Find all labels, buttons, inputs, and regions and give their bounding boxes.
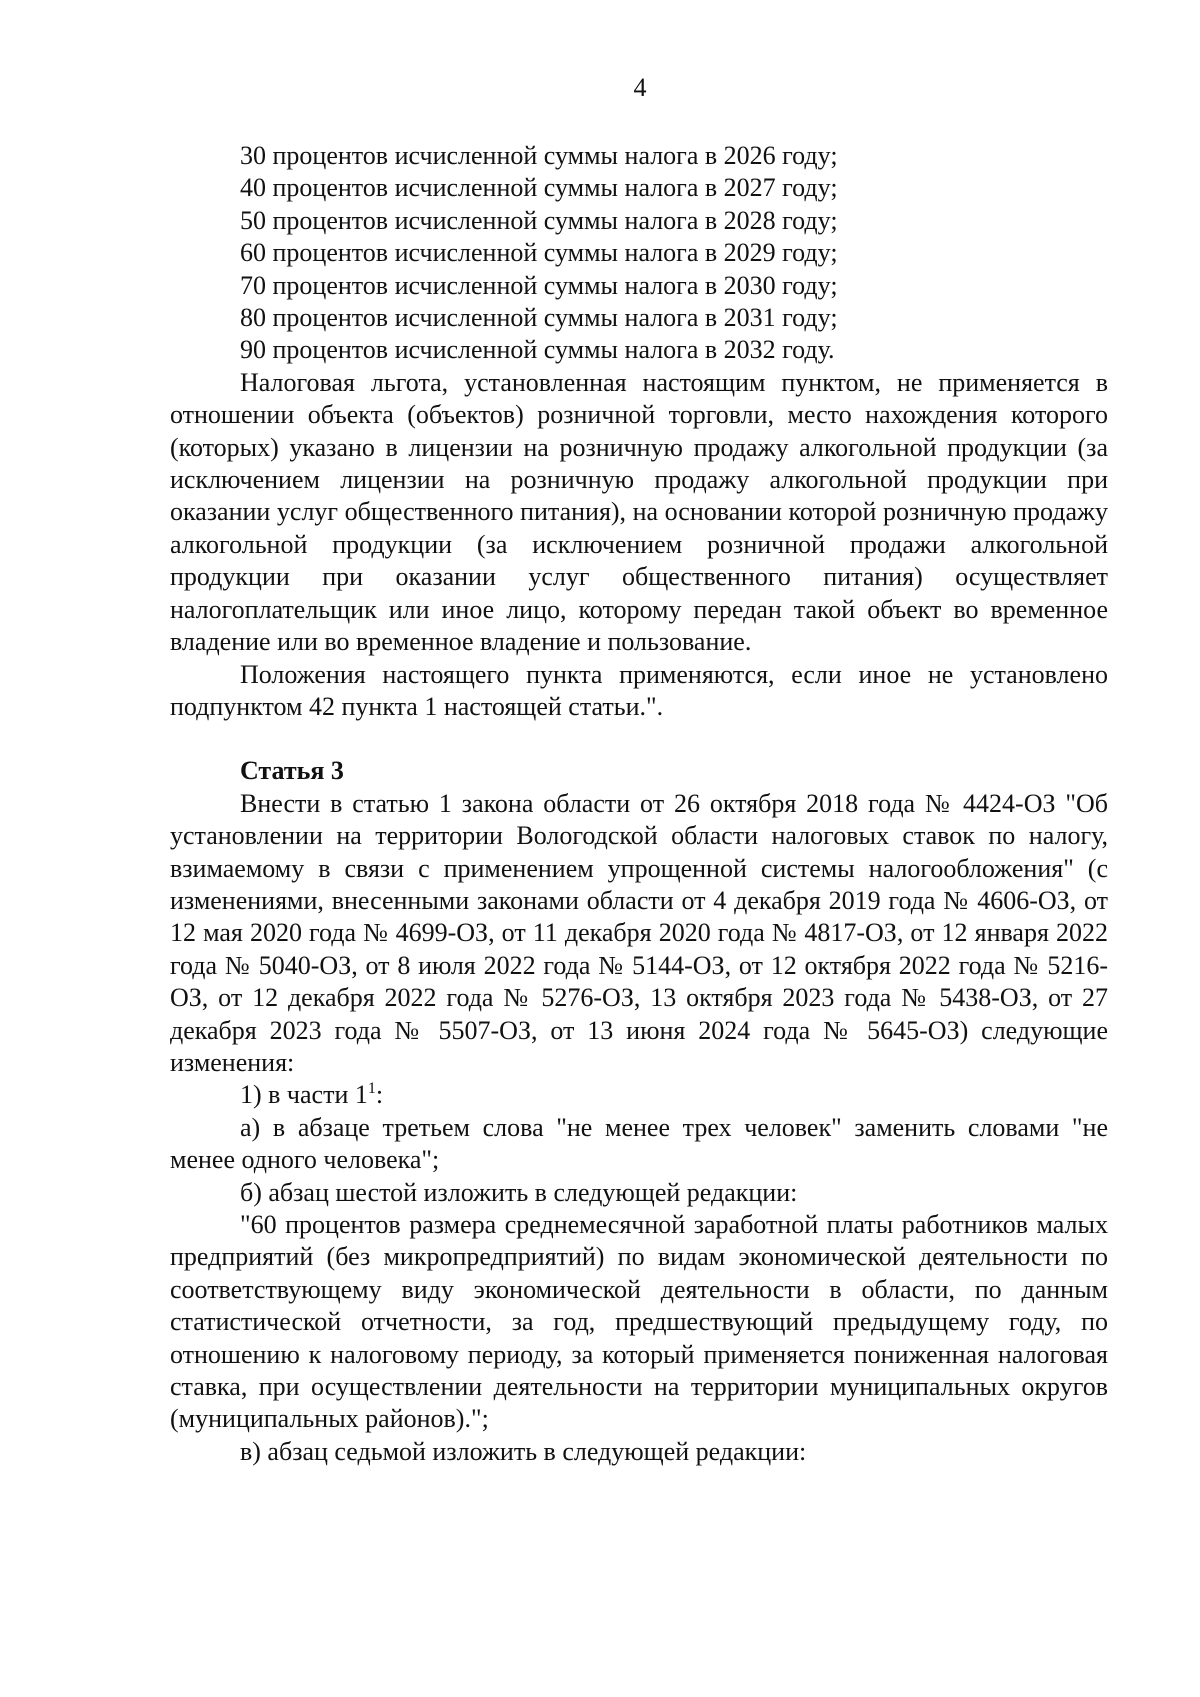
paragraph-tax-benefit: Налоговая льгота, установленная настоящим пунктом, не применяется в отношении объекта (объектов) розничной торговли, место нахождения которого (которых) указано в лицензии на розничную продажу алкогольной продукции (за исключением лицензии на розничную продажу алкогольной продукции при оказании услуг общественного питания), на основании которой розничную продажу алкогольной продукции (за исключением розничной продажи алкогольной продукции при оказании услуг общественного питания) осуществляет налогоплательщик или иное лицо, которому передан такой объект во временное владение или во временное владение и пользование. [170,367,1108,657]
rate-list-item-2028: 50 процентов исчисленной суммы налога в 2028 году; [240,205,838,235]
document-body [170,140,1108,1468]
item-1 [170,1079,1108,1111]
rate-list-item-2027: 40 процентов исчисленной суммы налога в 2027 году; [240,173,838,203]
article-heading: Статья 3 [240,756,344,786]
item-v: в) абзац седьмой изложить в следующей редакции: [240,1436,807,1466]
rate-list-item-2031: 80 процентов исчисленной суммы налога в 2031 году; [240,303,838,333]
item-a: а) в абзаце третьем слова "не менее трех человек" заменить словами "не менее одного человека"; [170,1112,1108,1175]
rate-list-item-2029: 60 процентов исчисленной суммы налога в 2029 году; [240,238,838,268]
page-number: 4 [633,73,647,102]
item-1-suffix: : [375,1080,384,1110]
item-b: б) абзац шестой изложить в следующей редакции: [240,1177,798,1207]
section-spacer [170,723,1108,755]
paragraph-article-intro: Внести в статью 1 закона области от 26 октября 2018 года № 4424-ОЗ "Об установлении на территории Вологодской области налоговых ставок по налогу, взимаемому в связи с применением упрощенной системы налогообложения" (с изменениями, внесенными законами области от 4 декабря 2019 года № 4606-ОЗ, от 12 мая 2020 года № 4699-ОЗ, от 11 декабря 2020 года № 4817-ОЗ, от 12 января 2022 года № 5040-ОЗ, от 8 июля 2022 года № 5144-ОЗ, от 12 октября 2022 года № 5216-ОЗ, от 12 декабря 2022 года № 5276-ОЗ, 13 октября 2023 года № 5438-ОЗ, от 27 декабря 2023 года № 5507-ОЗ, от 13 июня 2024 года № 5645-ОЗ) следующие изменения: [170,788,1108,1077]
rate-list-item-2026: 30 процентов исчисленной суммы налога в 2026 году; [240,141,838,170]
item-1-superscript: 1 [367,1080,376,1098]
rate-list-item-2032: 90 процентов исчисленной суммы налога в 2032 году. [240,335,835,365]
paragraph-provisions: Положения настоящего пункта применяются, если иное не установлено подпунктом 42 пункта 1 настоящей статьи.". [170,659,1108,721]
item-1-prefix: 1) в части 1 [240,1080,368,1110]
quote-60-percent: "60 процентов размера среднемесячной заработной платы работников малых предприятий (без микропредприятий) по видам экономической деятельности по соответствующему виду экономической деятельности в области, по данным статистической отчетности, за год, предшествующий предыдущему году, по отношению к налоговому периоду, за который применяется пониженная налоговая ставка, при осуществлении деятельности на территории муниципальных округов (муниципальных районов)."; [170,1210,1108,1434]
rate-list-item-2030: 70 процентов исчисленной суммы налога в 2030 году; [240,270,838,300]
